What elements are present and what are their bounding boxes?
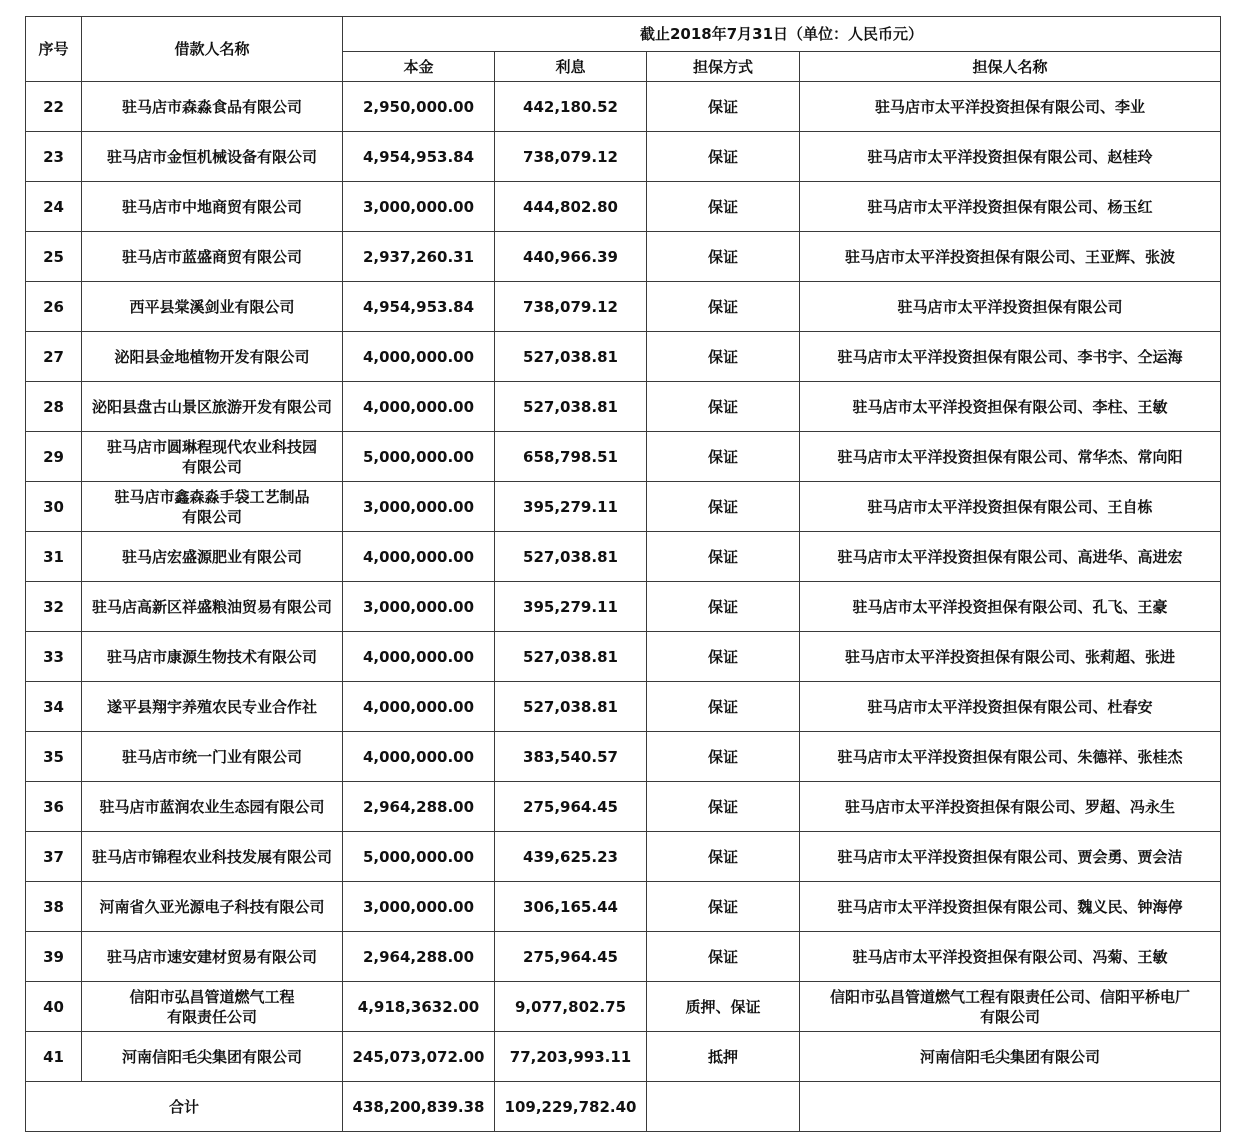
borrower-line: 驻马店市中地商贸有限公司 <box>121 197 302 216</box>
borrower-line: 西平县棠溪剑业有限公司 <box>129 297 295 316</box>
cell-interest: 658,798.51 <box>495 432 647 482</box>
cell-borrower <box>82 282 343 332</box>
table-row <box>26 582 1221 632</box>
table-row <box>26 332 1221 382</box>
borrower-line: 有限责任公司 <box>166 1007 257 1026</box>
cell-seq: 40 <box>26 982 82 1032</box>
cell-guarantor <box>800 532 1221 582</box>
cell-principal: 2,964,288.00 <box>343 932 495 982</box>
guarantor-line: 驻马店市太平洋投资担保有限公司、高进华、高进宏 <box>837 547 1183 566</box>
cell-principal: 3,000,000.00 <box>343 182 495 232</box>
cell-borrower <box>82 582 343 632</box>
cell-guarantor <box>800 432 1221 482</box>
cell-seq: 32 <box>26 582 82 632</box>
table-row <box>26 432 1221 482</box>
cell-borrower <box>82 132 343 182</box>
guarantor-line: 驻马店市太平洋投资担保有限公司 <box>897 297 1123 316</box>
cell-borrower <box>82 432 343 482</box>
cell-principal: 3,000,000.00 <box>343 482 495 532</box>
table-row <box>26 182 1221 232</box>
cell-principal: 4,954,953.84 <box>343 132 495 182</box>
borrower-line: 驻马店市速安建材贸易有限公司 <box>106 947 317 966</box>
guarantor-line: 驻马店市太平洋投资担保有限公司、罗超、冯永生 <box>844 797 1175 816</box>
header-row-top <box>26 17 1221 52</box>
header-guarantor: 担保人名称 <box>800 52 1221 82</box>
cell-borrower <box>82 932 343 982</box>
table-row <box>26 832 1221 882</box>
borrower-line: 驻马店市康源生物技术有限公司 <box>106 647 317 666</box>
cell-borrower <box>82 532 343 582</box>
cell-guarantor <box>800 82 1221 132</box>
borrower-line: 遂平县翔宇养殖农民专业合作社 <box>106 697 317 716</box>
cell-principal: 4,000,000.00 <box>343 682 495 732</box>
cell-guarantor <box>800 332 1221 382</box>
cell-method: 保证 <box>647 482 800 532</box>
cell-guarantor <box>800 932 1221 982</box>
guarantor-line: 驻马店市太平洋投资担保有限公司、冯菊、王敏 <box>852 947 1168 966</box>
cell-guarantor <box>800 832 1221 882</box>
cell-method: 保证 <box>647 182 800 232</box>
cell-method: 保证 <box>647 232 800 282</box>
total-label: 合计 <box>26 1082 343 1132</box>
guarantor-line: 驻马店市太平洋投资担保有限公司、朱德祥、张桂杰 <box>837 747 1183 766</box>
guarantor-line: 驻马店市太平洋投资担保有限公司、张莉超、张进 <box>844 647 1175 666</box>
table-row <box>26 782 1221 832</box>
cell-principal: 4,918,3632.00 <box>343 982 495 1032</box>
cell-borrower <box>82 632 343 682</box>
cell-principal: 3,000,000.00 <box>343 582 495 632</box>
cell-seq: 24 <box>26 182 82 232</box>
cell-principal: 3,000,000.00 <box>343 882 495 932</box>
cell-guarantor <box>800 882 1221 932</box>
cell-interest: 439,625.23 <box>495 832 647 882</box>
borrower-line: 河南信阳毛尖集团有限公司 <box>121 1047 302 1066</box>
cell-interest: 383,540.57 <box>495 732 647 782</box>
total-method-empty <box>647 1082 800 1132</box>
cell-interest: 527,038.81 <box>495 632 647 682</box>
borrower-line: 驻马店市圆琳程现代农业科技园 <box>106 437 317 456</box>
cell-method: 保证 <box>647 282 800 332</box>
table-row <box>26 882 1221 932</box>
cell-method: 保证 <box>647 332 800 382</box>
cell-borrower <box>82 882 343 932</box>
cell-borrower <box>82 782 343 832</box>
borrower-line: 信阳市弘昌管道燃气工程 <box>129 987 295 1006</box>
cell-borrower <box>82 382 343 432</box>
cell-principal: 4,000,000.00 <box>343 332 495 382</box>
cell-seq: 30 <box>26 482 82 532</box>
header-interest: 利息 <box>495 52 647 82</box>
cell-seq: 38 <box>26 882 82 932</box>
table-row <box>26 232 1221 282</box>
borrower-line: 有限公司 <box>181 507 242 526</box>
table-row <box>26 132 1221 182</box>
cell-guarantor <box>800 582 1221 632</box>
cell-guarantor <box>800 482 1221 532</box>
table-row <box>26 932 1221 982</box>
total-row <box>26 1082 1221 1132</box>
borrower-line: 河南省久亚光源电子科技有限公司 <box>99 897 325 916</box>
cell-method: 保证 <box>647 682 800 732</box>
cell-seq: 35 <box>26 732 82 782</box>
cell-interest: 442,180.52 <box>495 82 647 132</box>
cell-interest: 440,966.39 <box>495 232 647 282</box>
cell-principal: 5,000,000.00 <box>343 832 495 882</box>
cell-guarantor <box>800 132 1221 182</box>
borrower-line: 驻马店市鑫森淼手袋工艺制品 <box>114 487 310 506</box>
table-row <box>26 732 1221 782</box>
cell-principal: 2,937,260.31 <box>343 232 495 282</box>
cell-seq: 29 <box>26 432 82 482</box>
cell-interest: 738,079.12 <box>495 282 647 332</box>
cell-principal: 245,073,072.00 <box>343 1032 495 1082</box>
loan-table-wrapper <box>25 16 1221 1132</box>
cell-interest: 527,038.81 <box>495 532 647 582</box>
cell-guarantor <box>800 682 1221 732</box>
cell-interest: 738,079.12 <box>495 132 647 182</box>
cell-interest: 444,802.80 <box>495 182 647 232</box>
guarantor-line: 驻马店市太平洋投资担保有限公司、李柱、王敏 <box>852 397 1168 416</box>
cell-guarantor <box>800 382 1221 432</box>
borrower-line: 有限公司 <box>181 457 242 476</box>
loan-table <box>25 16 1221 1132</box>
cell-guarantor <box>800 182 1221 232</box>
table-row <box>26 982 1221 1032</box>
cell-guarantor <box>800 1032 1221 1082</box>
guarantor-line: 河南信阳毛尖集团有限公司 <box>919 1047 1100 1066</box>
cell-borrower <box>82 832 343 882</box>
guarantor-line: 驻马店市太平洋投资担保有限公司、李业 <box>874 97 1145 116</box>
cell-seq: 34 <box>26 682 82 732</box>
cell-borrower <box>82 1032 343 1082</box>
cell-principal: 2,964,288.00 <box>343 782 495 832</box>
header-group: 截止2018年7月31日（单位：人民币元） <box>343 17 1221 52</box>
cell-seq: 37 <box>26 832 82 882</box>
cell-seq: 41 <box>26 1032 82 1082</box>
header-principal: 本金 <box>343 52 495 82</box>
cell-method: 保证 <box>647 782 800 832</box>
cell-method: 保证 <box>647 432 800 482</box>
cell-principal: 4,000,000.00 <box>343 632 495 682</box>
guarantor-line: 驻马店市太平洋投资担保有限公司、杨玉红 <box>867 197 1153 216</box>
cell-principal: 4,000,000.00 <box>343 382 495 432</box>
guarantor-line: 驻马店市太平洋投资担保有限公司、王自栋 <box>867 497 1153 516</box>
table-row <box>26 532 1221 582</box>
table-row <box>26 682 1221 732</box>
cell-seq: 28 <box>26 382 82 432</box>
borrower-line: 驻马店宏盛源肥业有限公司 <box>121 547 302 566</box>
cell-borrower <box>82 182 343 232</box>
cell-seq: 22 <box>26 82 82 132</box>
cell-interest: 9,077,802.75 <box>495 982 647 1032</box>
borrower-line: 驻马店市森淼食品有限公司 <box>121 97 302 116</box>
cell-method: 保证 <box>647 582 800 632</box>
borrower-line: 驻马店市金恒机械设备有限公司 <box>106 147 317 166</box>
cell-seq: 33 <box>26 632 82 682</box>
cell-seq: 31 <box>26 532 82 582</box>
cell-interest: 527,038.81 <box>495 332 647 382</box>
cell-method: 抵押 <box>647 1032 800 1082</box>
cell-method: 保证 <box>647 632 800 682</box>
cell-principal: 5,000,000.00 <box>343 432 495 482</box>
cell-guarantor <box>800 782 1221 832</box>
cell-borrower <box>82 982 343 1032</box>
cell-guarantor <box>800 282 1221 332</box>
cell-seq: 39 <box>26 932 82 982</box>
guarantor-line: 驻马店市太平洋投资担保有限公司、魏义民、钟海停 <box>837 897 1183 916</box>
cell-method: 保证 <box>647 932 800 982</box>
cell-method: 保证 <box>647 82 800 132</box>
table-row <box>26 482 1221 532</box>
cell-method: 质押、保证 <box>647 982 800 1032</box>
cell-method: 保证 <box>647 882 800 932</box>
loan-table-body <box>26 82 1221 1082</box>
cell-borrower <box>82 332 343 382</box>
guarantor-line: 驻马店市太平洋投资担保有限公司、李书宇、仝运海 <box>837 347 1183 366</box>
borrower-line: 驻马店市蓝盛商贸有限公司 <box>121 247 302 266</box>
cell-interest: 395,279.11 <box>495 482 647 532</box>
borrower-line: 驻马店高新区祥盛粮油贸易有限公司 <box>91 597 332 616</box>
cell-borrower <box>82 482 343 532</box>
cell-seq: 23 <box>26 132 82 182</box>
cell-interest: 275,964.45 <box>495 782 647 832</box>
cell-principal: 4,000,000.00 <box>343 732 495 782</box>
cell-interest: 275,964.45 <box>495 932 647 982</box>
total-guarantor-empty <box>800 1082 1221 1132</box>
cell-guarantor <box>800 732 1221 782</box>
guarantor-line: 驻马店市太平洋投资担保有限公司、赵桂玲 <box>867 147 1153 166</box>
cell-borrower <box>82 82 343 132</box>
cell-principal: 2,950,000.00 <box>343 82 495 132</box>
cell-guarantor <box>800 632 1221 682</box>
guarantor-line: 有限公司 <box>979 1007 1040 1026</box>
borrower-line: 泌阳县盘古山景区旅游开发有限公司 <box>91 397 332 416</box>
cell-principal: 4,954,953.84 <box>343 282 495 332</box>
guarantor-line: 驻马店市太平洋投资担保有限公司、贾会勇、贾会洁 <box>837 847 1183 866</box>
cell-interest: 395,279.11 <box>495 582 647 632</box>
guarantor-line: 驻马店市太平洋投资担保有限公司、杜春安 <box>867 697 1153 716</box>
cell-seq: 25 <box>26 232 82 282</box>
cell-principal: 4,000,000.00 <box>343 532 495 582</box>
cell-seq: 27 <box>26 332 82 382</box>
cell-guarantor <box>800 982 1221 1032</box>
table-row <box>26 282 1221 332</box>
header-method: 担保方式 <box>647 52 800 82</box>
cell-method: 保证 <box>647 732 800 782</box>
guarantor-line: 驻马店市太平洋投资担保有限公司、王亚辉、张波 <box>844 247 1175 266</box>
cell-interest: 306,165.44 <box>495 882 647 932</box>
table-row <box>26 1032 1221 1082</box>
guarantor-line: 信阳市弘昌管道燃气工程有限责任公司、信阳平桥电厂 <box>829 987 1190 1006</box>
borrower-line: 泌阳县金地植物开发有限公司 <box>114 347 310 366</box>
header-seq: 序号 <box>26 17 82 82</box>
guarantor-line: 驻马店市太平洋投资担保有限公司、常华杰、常向阳 <box>837 447 1183 466</box>
borrower-line: 驻马店市蓝润农业生态园有限公司 <box>99 797 325 816</box>
cell-method: 保证 <box>647 382 800 432</box>
cell-borrower <box>82 682 343 732</box>
guarantor-line: 驻马店市太平洋投资担保有限公司、孔飞、王豪 <box>852 597 1168 616</box>
total-principal: 438,200,839.38 <box>343 1082 495 1132</box>
cell-method: 保证 <box>647 532 800 582</box>
cell-borrower <box>82 232 343 282</box>
table-row <box>26 632 1221 682</box>
borrower-line: 驻马店市锦程农业科技发展有限公司 <box>91 847 332 866</box>
cell-method: 保证 <box>647 132 800 182</box>
header-borrower: 借款人名称 <box>82 17 343 82</box>
cell-interest: 527,038.81 <box>495 382 647 432</box>
total-interest: 109,229,782.40 <box>495 1082 647 1132</box>
borrower-line: 驻马店市统一门业有限公司 <box>121 747 302 766</box>
cell-seq: 36 <box>26 782 82 832</box>
cell-method: 保证 <box>647 832 800 882</box>
cell-guarantor <box>800 232 1221 282</box>
cell-seq: 26 <box>26 282 82 332</box>
cell-interest: 527,038.81 <box>495 682 647 732</box>
cell-interest: 77,203,993.11 <box>495 1032 647 1082</box>
table-row <box>26 382 1221 432</box>
table-row <box>26 82 1221 132</box>
cell-borrower <box>82 732 343 782</box>
